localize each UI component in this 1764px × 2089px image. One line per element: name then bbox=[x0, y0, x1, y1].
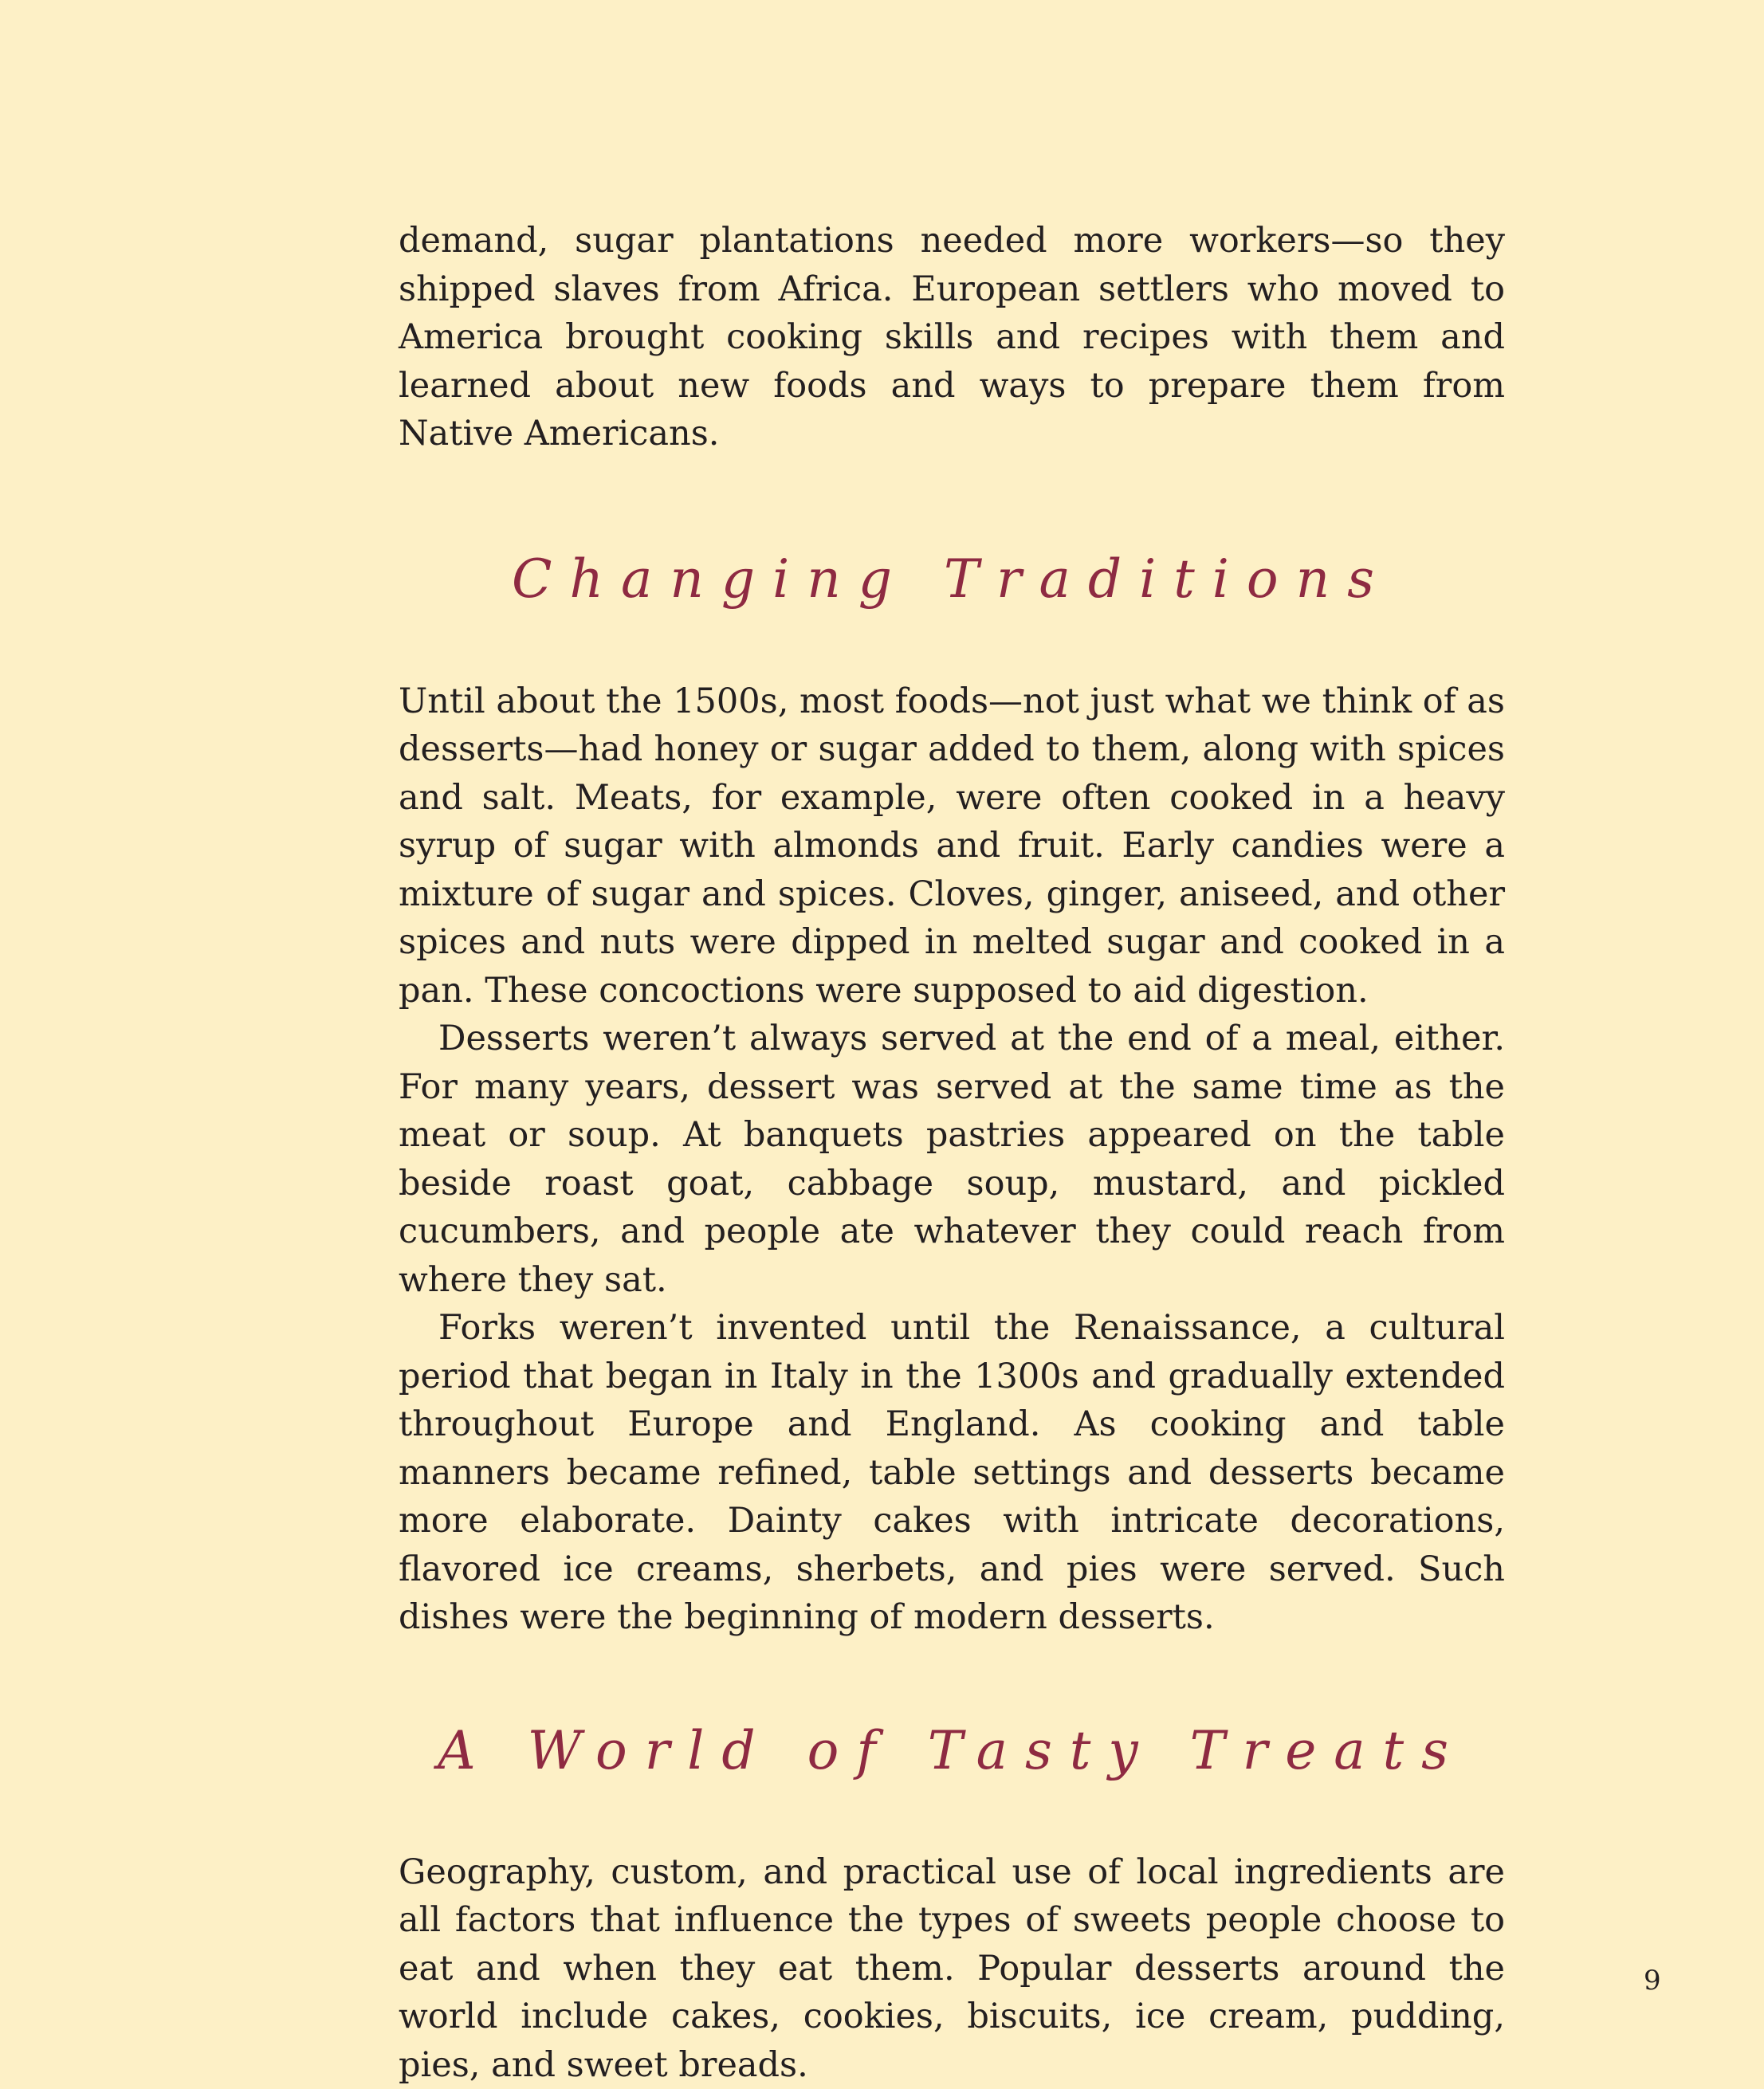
changing-traditions-paragraph-3: Forks weren’t invented until the Renaissance, a cultural period that began in Italy in the 1300s and gradually extended throughout Europe and England. As cooking and table manners became refined, table settings and desserts became more elaborate. Dainty cakes with intricate decorations, flavored ice creams, sherbets, and pies were served. Such dishes were the beginning of modern desserts. bbox=[399, 1304, 1505, 1642]
changing-traditions-paragraph-2: Desserts weren’t always served at the end of a meal, either. For many years, dessert was served at the same time as the meat or soup. At banquets pastries appeared on the table beside roast goat, cabbage soup, mustard, and pickled cucumbers, and people ate whatever they could reach from where they sat. bbox=[399, 1015, 1505, 1304]
intro-paragraph: demand, sugar plantations needed more workers—so they shipped slaves from Africa. European settlers who moved to America brought cooking skills and recipes with them and learned about new foods and ways to prepare them from Native Americans. bbox=[399, 217, 1505, 458]
world-of-tasty-treats-paragraph-1: Geography, custom, and practical use of local ingredients are all factors that influence the types of sweets people choose to eat and when they eat them. Popular desserts around the world include cakes, cookies, biscuits, ice cream, pudding, pies, and sweet breads. bbox=[399, 1848, 1505, 2089]
section-heading-world-of-tasty-treats: A World of Tasty Treats bbox=[399, 1719, 1505, 1783]
page-content bbox=[399, 217, 1505, 2089]
section-heading-changing-traditions: Changing Traditions bbox=[399, 548, 1505, 611]
changing-traditions-paragraph-1: Until about the 1500s, most foods—not just what we think of as desserts—had honey or sugar added to them, along with spices and salt. Meats, for example, were often cooked in a heavy syrup of sugar with almonds and fruit. Early candies were a mixture of sugar and spices. Cloves, ginger, aniseed, and other spices and nuts were dipped in melted sugar and cooked in a pan. These concoctions were supposed to aid digestion. bbox=[399, 677, 1505, 1015]
page-number: 9 bbox=[1644, 1965, 1661, 1997]
